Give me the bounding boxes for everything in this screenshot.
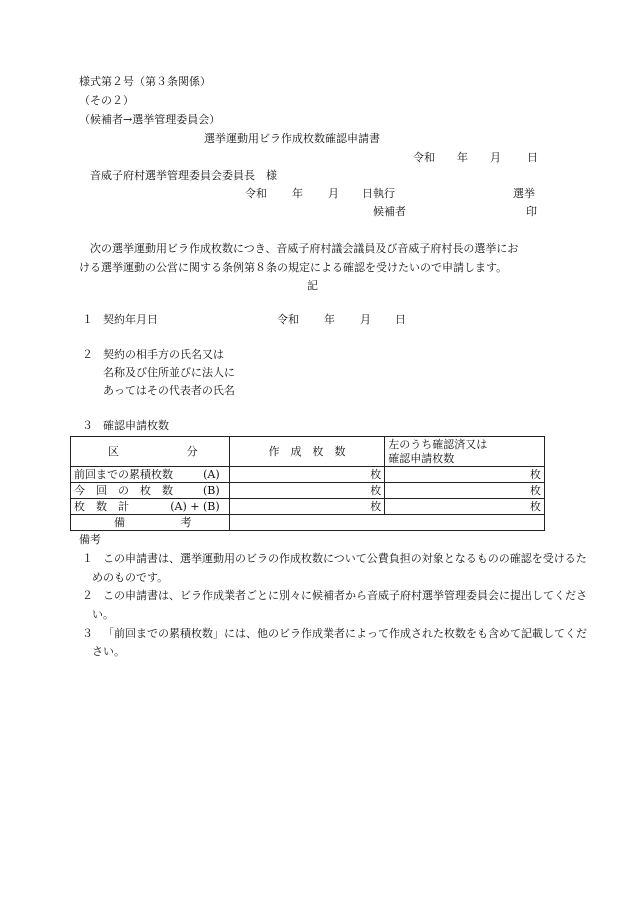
row-label-cell xyxy=(71,467,230,483)
row-label: 今 回 の 枚 数 xyxy=(74,483,173,497)
table-row xyxy=(71,499,545,515)
header-confirmed-count xyxy=(385,437,545,467)
document-title: 選挙運動用ビラ作成枚数確認申請書 xyxy=(204,132,380,145)
election-month: 月 xyxy=(328,187,339,200)
form-flow: （候補者→選挙管理委員会） xyxy=(79,113,221,126)
confirmed-count-cell: 枚 xyxy=(385,483,545,499)
item1-label: 契約年月日 xyxy=(103,313,158,326)
election-executed: 日執行 xyxy=(362,187,395,200)
row-code: (A) xyxy=(203,467,220,481)
date-year: 年 xyxy=(457,151,468,164)
election-year: 年 xyxy=(292,187,303,200)
item3-label: 確認申請枚数 xyxy=(103,419,169,432)
item3-number: ３ xyxy=(82,419,93,432)
item1-number: １ xyxy=(82,313,93,326)
remarks-label-b: 考 xyxy=(180,515,192,529)
note2-line-1: この申請書は、ビラ作成業者ごとに別々に候補者から音威子府村選挙管理委員会に提出してくださ xyxy=(103,589,587,602)
header-category-a: 区 xyxy=(108,444,119,458)
seal-mark: 印 xyxy=(526,205,537,218)
note1-line-1: この申請書は、選挙運動用のビラの作成枚数について公費負担の対象となるものの確認を受けるた xyxy=(103,552,587,565)
date-month: 月 xyxy=(490,151,501,164)
remarks-label-a: 備 xyxy=(114,515,125,529)
table-row xyxy=(71,483,545,499)
date-day: 日 xyxy=(527,151,538,164)
row-label-cell xyxy=(71,483,230,499)
confirmed-count-cell: 枚 xyxy=(385,467,545,483)
note3-line-1: 「前回までの累積枚数」には、他のビラ作成業者によって作成された枚数をも含めて記載してくだ xyxy=(103,627,587,640)
row-code: (A) + (B) xyxy=(170,499,220,513)
item2-line-3: あってはその代表者の氏名 xyxy=(103,384,235,397)
row-label: 枚 数 計 xyxy=(74,499,129,513)
election-label: 選挙 xyxy=(513,187,535,200)
created-count-cell: 枚 xyxy=(229,467,385,483)
header-category xyxy=(71,437,230,467)
table-row-remarks xyxy=(71,515,545,531)
item1-era: 令和 xyxy=(277,313,299,326)
created-count-cell: 枚 xyxy=(229,483,385,499)
item2-line-1: 契約の相手方の氏名又は xyxy=(103,348,224,361)
ki-mark: 記 xyxy=(307,279,318,292)
intro-line-1: 次の選挙運動用ビラ作成枚数につき、音威子府村議会議員及び音威子府村長の選挙にお xyxy=(90,242,519,255)
table-row xyxy=(71,467,545,483)
item1-month: 月 xyxy=(360,313,371,326)
row-code: (B) xyxy=(203,483,220,497)
note2-number: ２ xyxy=(82,589,93,602)
item2-number: ２ xyxy=(82,348,93,361)
note1-line-2: めのものです。 xyxy=(92,571,169,584)
notes-title: 備考 xyxy=(79,533,101,546)
created-count-cell: 枚 xyxy=(229,499,385,515)
note3-number: ３ xyxy=(82,627,93,640)
header-category-b: 分 xyxy=(186,444,198,458)
election-era: 令和 xyxy=(245,187,267,200)
row-label-cell xyxy=(71,499,230,515)
application-count-table xyxy=(70,436,545,531)
header-confirmed-line-1: 左のうち確認済又は xyxy=(388,437,488,451)
intro-line-2: ける選挙運動の公営に関する条例第８条の規定による確認を受けたいので申請します。 xyxy=(79,261,508,274)
header-created-count: 作 成 枚 数 xyxy=(229,437,385,467)
item1-year: 年 xyxy=(324,313,335,326)
form-number: 様式第２号（第３条関係） xyxy=(79,75,211,88)
row-label: 前回までの累積枚数 xyxy=(74,467,173,481)
table-header-row xyxy=(71,437,545,467)
header-confirmed-line-2: 確認申請枚数 xyxy=(388,451,455,465)
remarks-label-cell xyxy=(71,515,230,531)
addressee: 音威子府村選挙管理委員会委員長 様 xyxy=(90,169,277,182)
remarks-value-cell xyxy=(229,515,544,531)
item2-line-2: 名称及び住所並びに法人に xyxy=(103,366,235,379)
note3-line-2: さい。 xyxy=(92,645,125,658)
note1-number: １ xyxy=(82,552,93,565)
item1-day: 日 xyxy=(395,313,406,326)
confirmed-count-cell: 枚 xyxy=(385,499,545,515)
candidate-label: 候補者 xyxy=(373,205,406,218)
form-variant: （その２） xyxy=(79,94,134,107)
note2-line-2: い。 xyxy=(92,608,114,621)
date-era: 令和 xyxy=(413,151,435,164)
